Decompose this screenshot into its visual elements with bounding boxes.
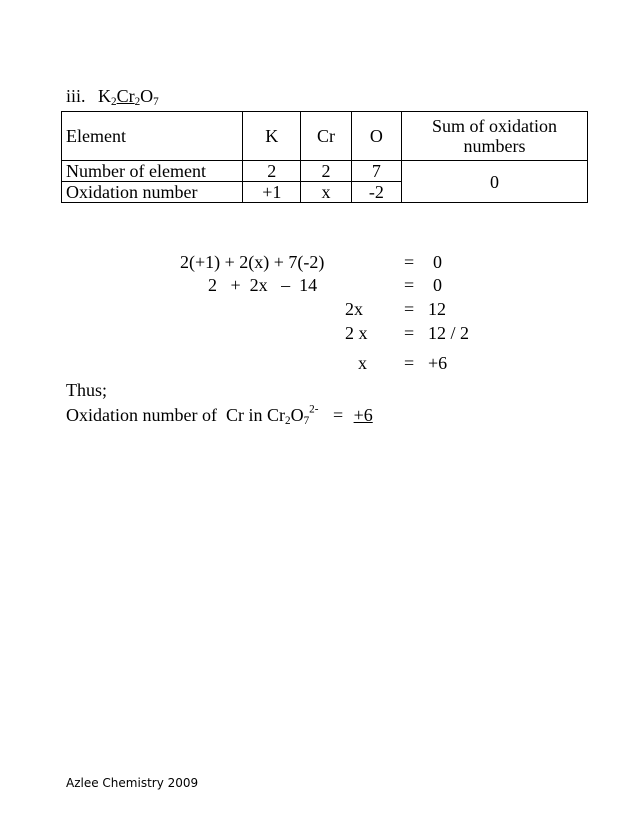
equation-lhs: 2 + 2x – 14 <box>208 275 318 295</box>
compound-formula <box>98 86 159 109</box>
cell-value: +1 <box>243 182 301 203</box>
formula-cr-subscript: 2 <box>134 96 141 109</box>
thus-label: Thus; <box>66 380 108 400</box>
ion-charge: 2- <box>309 403 319 416</box>
equation-rhs: 12 / 2 <box>428 323 470 343</box>
sum-value: 0 <box>401 161 587 203</box>
header-sum: Sum of oxidation numbers <box>401 112 587 161</box>
conclusion-prefix: Oxidation number of Cr in <box>66 405 267 425</box>
formula-k-subscript: 2 <box>111 96 117 109</box>
equation-lhs: 2 x <box>345 323 368 343</box>
equation-equals: = <box>404 353 415 373</box>
ion-o: O <box>290 405 304 425</box>
equation-lhs: 2(+1) + 2(x) + 7(-2) <box>180 252 325 272</box>
equation-equals: = <box>404 323 415 343</box>
oxidation-table <box>61 111 588 203</box>
ion-cr: Cr <box>266 405 285 425</box>
cell-value: 2 <box>243 161 301 182</box>
header-cr: Cr <box>301 112 351 161</box>
equation-equals: = <box>404 299 415 319</box>
equation-lhs: x <box>358 353 367 373</box>
formula-o-subscript: 7 <box>153 96 159 109</box>
cell-value: x <box>301 182 351 203</box>
header-element: Element <box>62 112 243 161</box>
equation-lhs: 2x <box>345 299 363 319</box>
header-o: O <box>351 112 401 161</box>
equation-rhs: 12 <box>428 299 446 319</box>
conclusion-equals: = <box>332 405 344 425</box>
formula-k: K <box>98 86 112 106</box>
formula-o: O <box>140 86 154 106</box>
equation-rhs: 0 <box>433 252 442 272</box>
header-k: K <box>243 112 301 161</box>
equation-equals: = <box>404 252 415 272</box>
formula-cr: Cr <box>116 86 135 106</box>
cell-value: -2 <box>351 182 401 203</box>
footer-text: Azlee Chemistry 2009 <box>66 776 199 790</box>
cell-value: 2 <box>301 161 351 182</box>
equation-rhs: +6 <box>428 353 448 373</box>
ion-cr-subscript: 2 <box>284 415 291 428</box>
table-header-row <box>62 112 588 161</box>
section-heading <box>66 86 159 107</box>
section-label: iii. <box>66 86 86 106</box>
cell-value: 7 <box>351 161 401 182</box>
final-answer: +6 <box>353 405 373 425</box>
ion-o-subscript: 7 <box>303 415 310 428</box>
equation-equals: = <box>404 275 415 295</box>
table-row <box>62 161 588 182</box>
equation-rhs: 0 <box>433 275 442 295</box>
row-label: Number of element <box>62 161 243 182</box>
conclusion-line <box>66 405 373 426</box>
row-label: Oxidation number <box>62 182 243 203</box>
